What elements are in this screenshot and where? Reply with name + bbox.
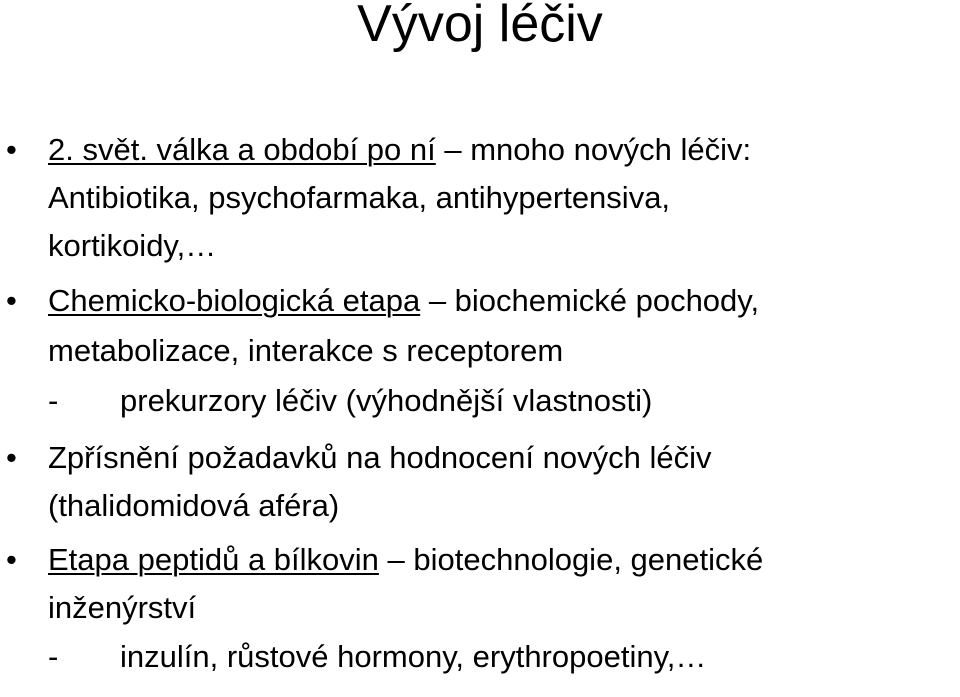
bullet-heading: Etapa peptidů a bílkovin: [48, 542, 379, 577]
bullet-text-line: Antibiotika, psychofarmaka, antihypertensiva,: [48, 180, 671, 215]
bullet-heading: 2. svět. válka a období po ní: [48, 132, 436, 167]
slide-content: [0, 126, 960, 690]
bullet-text-line: (thalidomidová aféra): [48, 488, 340, 523]
bullet-icon: [6, 126, 17, 174]
dash-marker: -: [48, 383, 59, 418]
bullet-text: – biochemické pochody,: [420, 283, 760, 318]
bullet-text-line: inženýrství: [48, 590, 197, 625]
bullet-icon: [6, 434, 17, 482]
bullet-icon: [6, 536, 17, 584]
sub-item-text: inzulín, růstové hormony, erythropoetiny,…: [120, 639, 707, 674]
sub-item-inzulin: [0, 632, 960, 682]
bullet-heading: Chemicko-biologická etapa: [48, 283, 421, 318]
bullet-text: Zpřísnění požadavků na hodnocení nových léčiv: [48, 440, 712, 475]
sub-item-prekurzory: [0, 376, 960, 426]
bullet-item-chem-bio: [0, 276, 960, 376]
bullet-icon: [6, 276, 17, 326]
bullet-text: – mnoho nových léčiv:: [435, 132, 752, 167]
page-title: Vývoj léčiv: [357, 0, 603, 53]
dash-marker: -: [48, 639, 59, 674]
sub-item-text: prekurzory léčiv (výhodnější vlastnosti): [120, 383, 653, 418]
bullet-item-war-era: [0, 126, 960, 270]
bullet-text: – biotechnologie, genetické: [378, 542, 764, 577]
bullet-item-regulation: [0, 434, 960, 530]
bullet-item-peptides: [0, 536, 960, 632]
bullet-text-line: metabolizace, interakce s receptorem: [48, 333, 564, 368]
bullet-text-line: kortikoidy,…: [48, 228, 217, 263]
